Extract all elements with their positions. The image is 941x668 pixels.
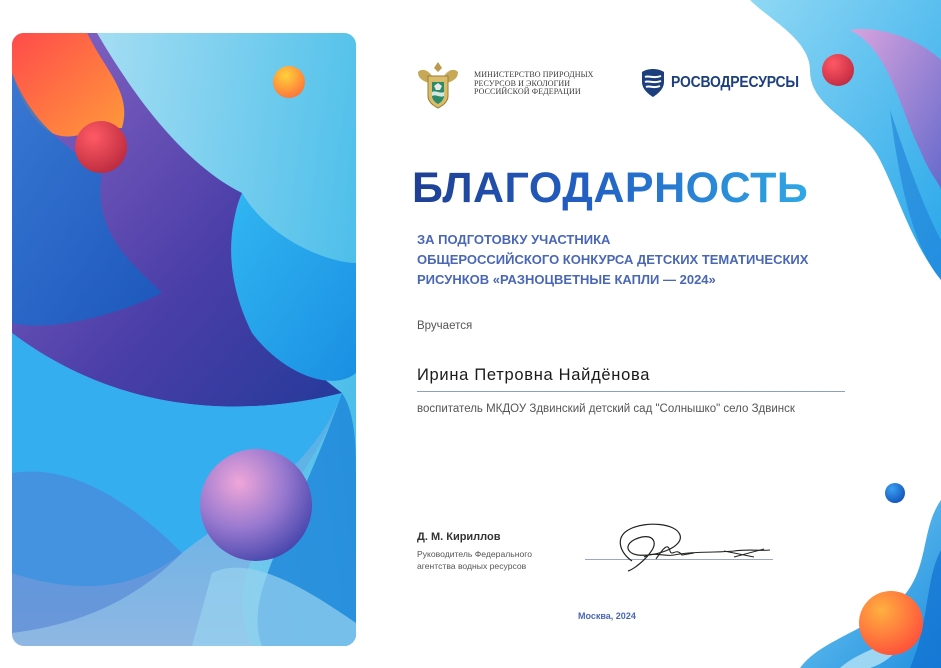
bottom-right-corner-decoration — [780, 480, 941, 668]
orange-ball-decoration — [273, 66, 305, 98]
agency-name: РОСВОДРЕСУРСЫ — [671, 74, 799, 91]
signatory-name: Д. М. Кириллов — [417, 531, 501, 543]
certificate-title: БЛАГОДАРНОСТЬ — [412, 164, 809, 212]
coat-of-arms-icon — [412, 58, 464, 110]
subtitle-line: РИСУНКОВ «РАЗНОЦВЕТНЫЕ КАПЛИ — 2024» — [417, 272, 716, 287]
subtitle-line: ЗА ПОДГОТОВКУ УЧАСТНИКА — [417, 232, 611, 247]
recipient-position: воспитатель МКДОУ Здвинский детский сад "Солнышко" село Здвинск — [417, 403, 795, 415]
subtitle-line: ОБЩЕРОССИЙСКОГО КОНКУРСА ДЕТСКИХ ТЕМАТИЧЕСКИХ — [417, 252, 809, 267]
awarded-label: Вручается — [417, 320, 473, 332]
recipient-name: Ирина Петровна Найдёнова — [417, 366, 651, 384]
ministry-name: МИНИСТЕРСТВО ПРИРОДНЫХ РЕСУРСОВ И ЭКОЛОГИИ РОССИЙСКОЙ ФЕДЕРАЦИИ — [474, 70, 594, 97]
place-and-date: Москва, 2024 — [578, 611, 636, 621]
red-ball-decoration-right — [822, 54, 854, 86]
orange-ball-decoration-right — [859, 591, 923, 655]
purple-ball-decoration — [200, 449, 312, 561]
red-ball-decoration — [75, 121, 127, 173]
water-shield-icon — [640, 68, 666, 98]
signatory-title: Руководитель Федерального агентства водных ресурсов — [417, 549, 532, 571]
certificate-subtitle — [417, 230, 867, 290]
decorative-art-panel — [12, 33, 356, 646]
ministry-logo — [412, 58, 612, 113]
blue-ball-decoration — [885, 483, 905, 503]
handwritten-signature — [584, 517, 774, 572]
abstract-waves-illustration — [12, 33, 356, 646]
name-underline — [417, 391, 845, 392]
